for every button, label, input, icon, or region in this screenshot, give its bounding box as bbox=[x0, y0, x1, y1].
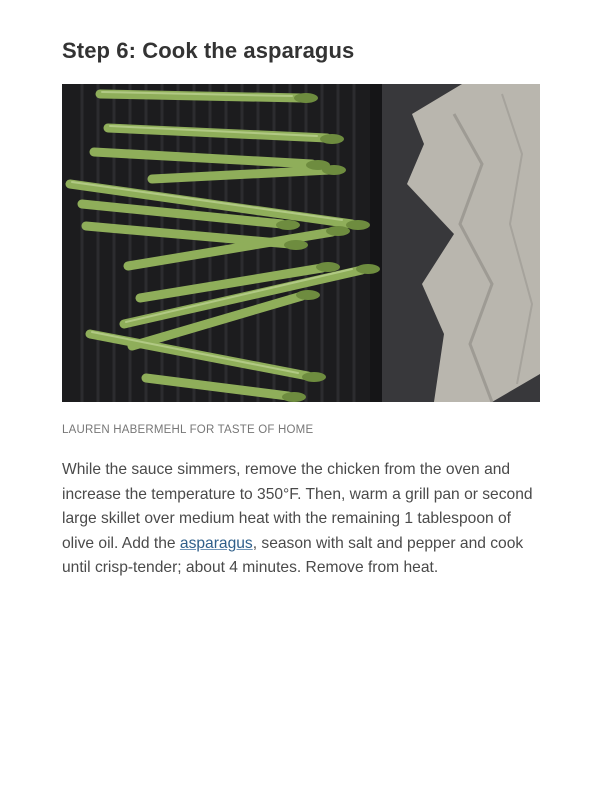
step-title: Step 6: Cook the asparagus bbox=[62, 38, 355, 63]
step-photo bbox=[62, 84, 540, 402]
step-instructions bbox=[62, 458, 542, 581]
asparagus-link[interactable]: asparagus bbox=[179, 534, 253, 552]
asparagus-grill-image bbox=[62, 84, 540, 402]
instructions-text-start: While the sauce simmers, remove the chicken from the oven and increase the temperature to 350°F. Then, warm a grill pan or second large skillet over medium heat with the remaining 1 tablespoon of olive oil. Add the bbox=[62, 461, 533, 552]
photo-credit: LAUREN HABERMEHL FOR TASTE OF HOME bbox=[62, 424, 314, 436]
instructions-text-end: , season with salt and pepper and cook until crisp-tender; about 4 minutes. Remove from heat. bbox=[62, 534, 524, 577]
